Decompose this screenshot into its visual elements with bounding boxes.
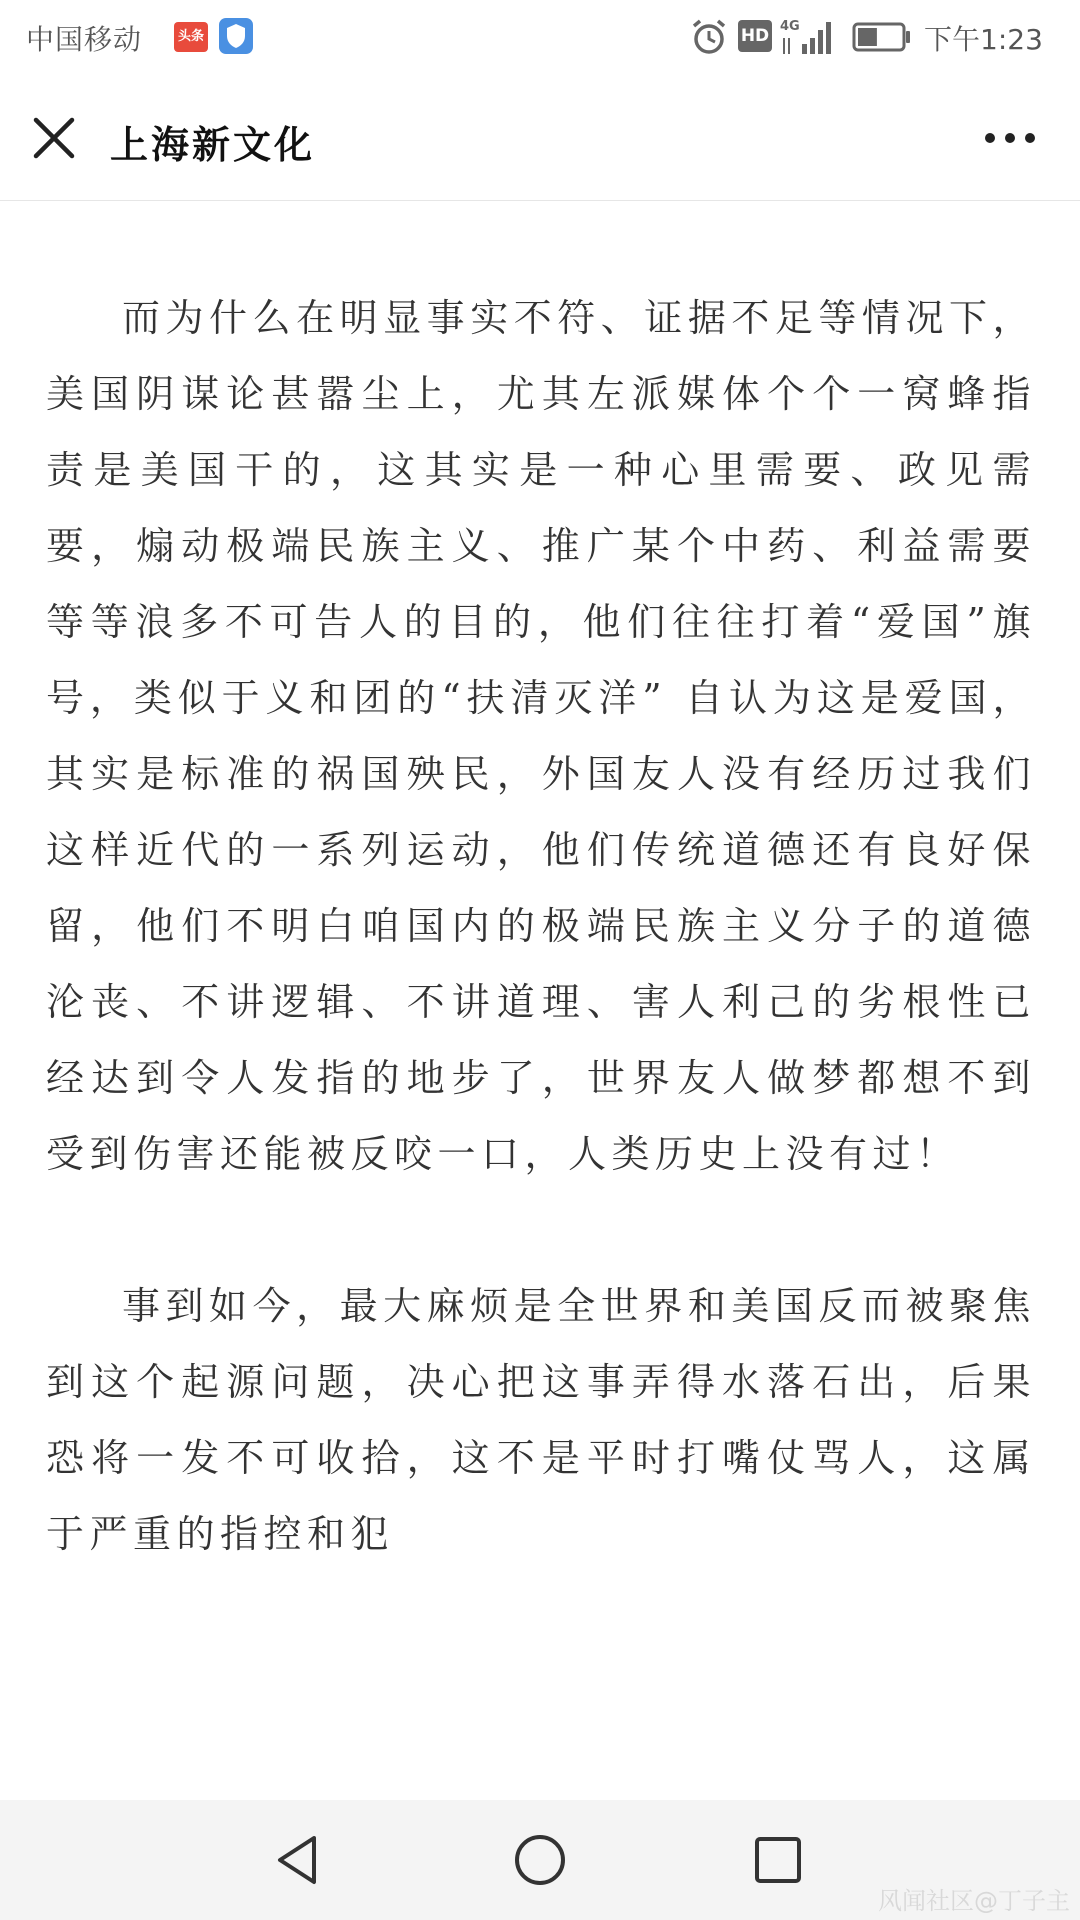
more-icon[interactable] <box>980 124 1040 152</box>
notification-badge-icon: 头条 <box>174 22 208 52</box>
article-body <box>46 200 1036 1800</box>
status-bar <box>0 0 1080 76</box>
article-paragraph: 事到如今，最大麻烦是全世界和美国反而被聚焦到这个起源问题，决心把这事弄得水落石出，后果恐将一发不可收拾，这不是平时打嘴仗骂人，这属于严重的指控和犯 <box>46 1284 1036 1556</box>
close-icon[interactable] <box>28 112 80 164</box>
hd-icon: HD <box>738 20 772 52</box>
app-header <box>0 76 1080 201</box>
article-paragraph: 而为什么在明显事实不符、证据不足等情况下，美国阴谋论甚嚣尘上，尤其左派媒体个个一窝蜂指责是美国干的，这其实是一种心里需要、政见需要，煽动极端民族主义、推广某个中药、利益需要等等浪多不可告人的目的，他们往往打着“爱国”旗号，类似于义和团的“扶清灭洋” 自认为这是爱国，其实是标准的祸国殃民，外国友人没有经历过我们这样近代的一系列运动，他们传统道德还有良好保留，他们不明白咱国内的极端民族主义分子的道德沦丧、不讲逻辑、不讲道理、害人利己的劣根性已经达到令人发指的地步了，世界友人做梦都想不到受到伤害还能被反咬一口，人类历史上没有过！ <box>46 296 1036 1176</box>
page-title: 上海新文化 <box>110 123 316 167</box>
battery-icon <box>852 22 912 52</box>
signal-icon <box>780 16 840 56</box>
system-nav-bar <box>0 1800 1080 1920</box>
battery-level <box>858 28 877 46</box>
watermark: 风闻社区@丁子主 <box>878 1887 1070 1915</box>
alarm-icon <box>690 18 728 56</box>
home-circle-icon[interactable] <box>512 1832 568 1888</box>
back-triangle-icon[interactable] <box>270 1832 326 1888</box>
clock-time: 下午1:23 <box>924 23 1043 56</box>
shield-icon <box>219 18 253 54</box>
recent-apps-icon[interactable] <box>752 1834 804 1886</box>
carrier-label: 中国移动 <box>26 23 143 56</box>
network-type-label: 4G <box>780 19 800 34</box>
